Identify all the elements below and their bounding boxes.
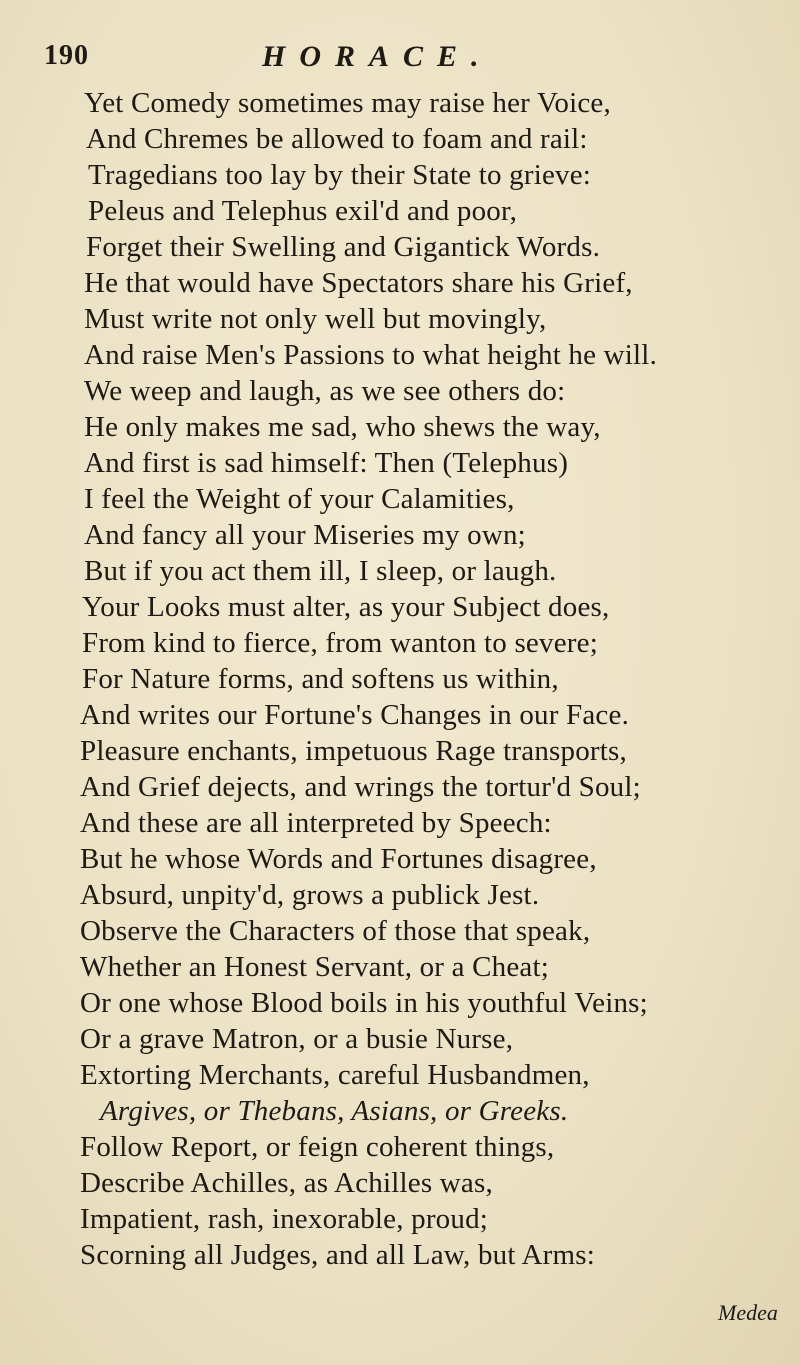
catchword: Medea [718, 1300, 778, 1325]
poem-line: Pleasure enchants, impetuous Rage transports, [80, 735, 627, 767]
poem-line: Scorning all Judges, and all Law, but Arms: [80, 1239, 595, 1271]
poem-line: But if you act them ill, I sleep, or laugh. [84, 555, 557, 587]
poem-line: I feel the Weight of your Calamities, [84, 483, 515, 515]
poem-line: Whether an Honest Servant, or a Cheat; [80, 951, 550, 983]
poem-line: And Grief dejects, and wrings the tortur'd Soul; [80, 771, 641, 803]
poem-line: And these are all interpreted by Speech: [80, 807, 552, 839]
poem-line: Peleus and Telephus exil'd and poor, [88, 195, 518, 227]
poem-line: Observe the Characters of those that speak, [80, 915, 591, 947]
poem-line: And first is sad himself: Then (Telephus) [84, 447, 569, 479]
page-number: 190 [44, 40, 89, 71]
poem-line: Must write not only well but movingly, [84, 303, 547, 335]
poem-line: Tragedians too lay by their State to grieve: [88, 159, 592, 191]
page-header [44, 40, 744, 80]
poem-line: We weep and laugh, as we see others do: [84, 375, 566, 407]
poem-line: But he whose Words and Fortunes disagree, [80, 843, 597, 875]
poem-line: And writes our Fortune's Changes in our Face. [80, 699, 630, 731]
poem-line: For Nature forms, and softens us within, [82, 663, 559, 695]
poem-line: From kind to fierce, from wanton to severe; [82, 627, 598, 659]
poem-line: And fancy all your Miseries my own; [84, 519, 526, 551]
poem-line: And Chremes be allowed to foam and rail: [86, 123, 588, 155]
poem-line: Extorting Merchants, careful Husbandmen, [80, 1059, 590, 1091]
poem-line: Impatient, rash, inexorable, proud; [80, 1203, 489, 1235]
poem-line: Your Looks must alter, as your Subject does, [82, 591, 610, 623]
poem-line: Describe Achilles, as Achilles was, [80, 1167, 493, 1199]
poem-line: Forget their Swelling and Gigantick Words. [86, 231, 601, 263]
poem-line: Absurd, unpity'd, grows a publick Jest. [80, 879, 540, 911]
poem-line: Or a grave Matron, or a busie Nurse, [80, 1023, 514, 1055]
poem-line: And raise Men's Passions to what height he will. [84, 339, 658, 371]
running-head: HORACE. [262, 40, 493, 73]
poem-line: Argives, or Thebans, Asians, or Greeks. [100, 1095, 569, 1127]
poem-line: He that would have Spectators share his Grief, [84, 267, 633, 299]
poem-line: Follow Report, or feign coherent things, [80, 1131, 555, 1163]
poem-line: Or one whose Blood boils in his youthful Veins; [80, 987, 648, 1019]
poem-line: Yet Comedy sometimes may raise her Voice, [84, 87, 611, 119]
poem-line: He only makes me sad, who shews the way, [84, 411, 601, 443]
